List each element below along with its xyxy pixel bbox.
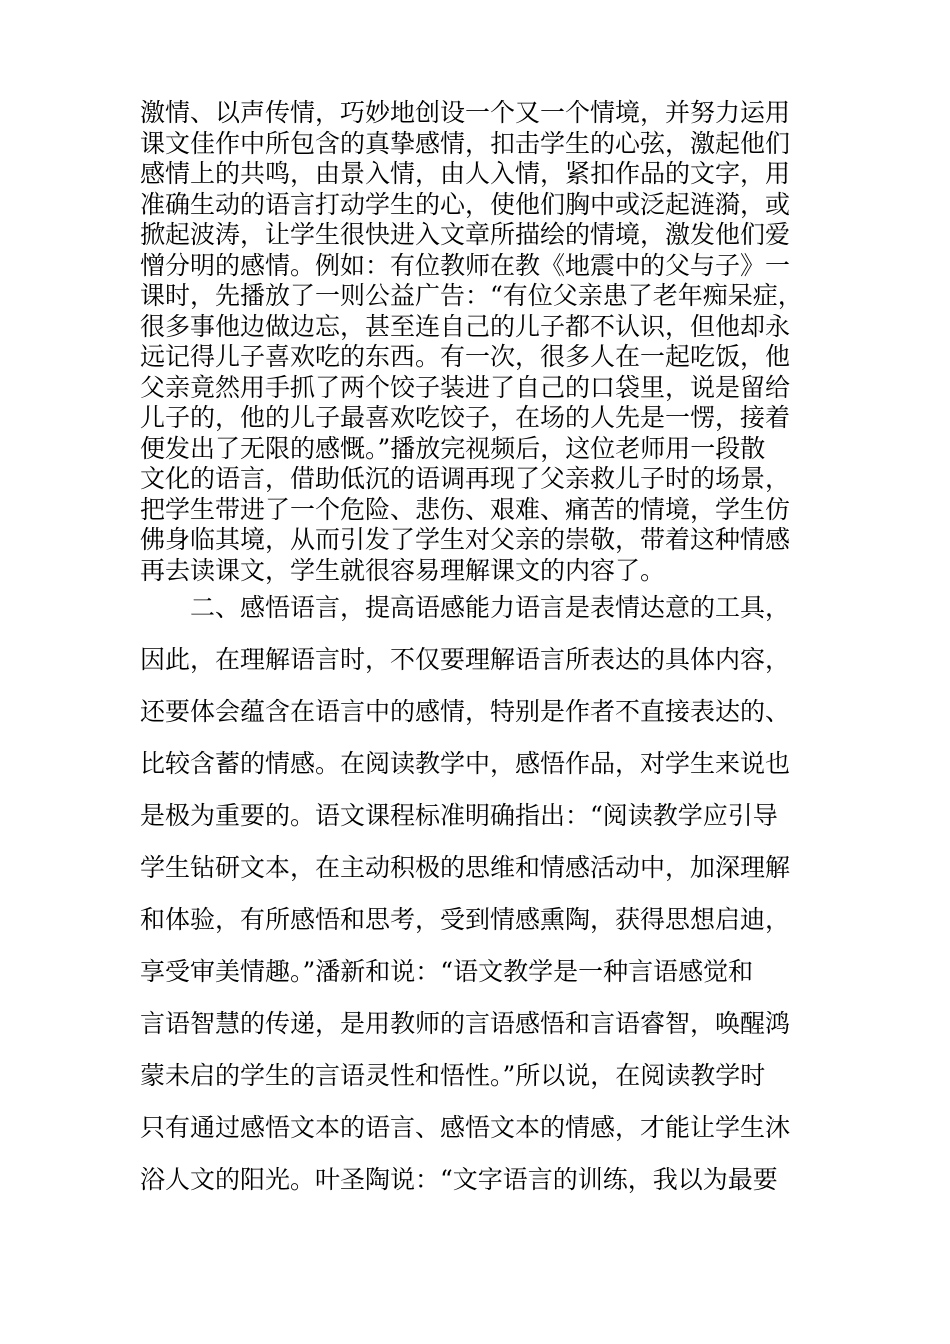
paragraph-1 [140,98,820,586]
text-line: 父亲竟然用手抓了两个饺子装进了自己的口袋里，说是留给 [140,372,791,402]
text-line: 便发出了无限的感慨。”播放完视频后，这位老师用一段散 [140,433,766,463]
text-line: 准确生动的语言打动学生的心，使他们胸中或泛起涟漪，或 [140,189,791,219]
text-line: 二、感悟语言，提高语感能力语言是表情达意的工具， [190,593,791,622]
text-line: 掀起波涛，让学生很快进入文章所描绘的情境，激发他们爱 [140,220,791,249]
text-line: 佛身临其境，从而引发了学生对父亲的崇敬，带着这种情感 [140,525,791,554]
text-line: 课时，先播放了一则公益广告：“有位父亲患了老年痴呆症， [140,281,803,310]
text-line: 很多事他边做边忘，甚至连自己的儿子都不认识，但他却永 [140,311,791,341]
text-line: 只有通过感悟文本的语言、感悟文本的情感，才能让学生沐 [140,1113,791,1142]
text-line: 憎分明的感情。例如：有位教师在教《地震中的父与子》一 [140,250,791,280]
text-line: 言语智慧的传递，是用教师的言语感悟和言语睿智，唤醒鸿 [140,1009,791,1038]
text-line: 还要体会蕴含在语言中的感情，特别是作者不直接表达的、 [140,697,791,726]
text-line: 再去读课文，学生就很容易理解课文的内容了。 [140,555,666,585]
text-line: 和体验，有所感悟和思考，受到情感熏陶，获得思想启迪， [140,905,791,934]
text-line: 是极为重要的。语文课程标准明确指出：“阅读教学应引导 [140,801,778,830]
text-line: 感情上的共鸣，由景入情，由人入情，紧扣作品的文字，用 [140,159,791,188]
text-line: 儿子的，他的儿子最喜欢吃饺子，在场的人先是一愣，接着 [140,403,791,432]
text-line: 享受审美情趣。”潘新和说：“语文教学是一种言语感觉和 [140,957,754,986]
text-line: 激情、以声传情，巧妙地创设一个又一个情境，并努力运用 [140,98,791,127]
text-line: 比较含蓄的情感。在阅读教学中，感悟作品，对学生来说也 [140,749,791,778]
text-line: 蒙未启的学生的言语灵性和悟性。”所以说，在阅读教学时 [140,1061,766,1090]
paragraph-2 [140,582,820,1206]
text-line: 因此，在理解语言时，不仅要理解语言所表达的具体内容， [140,645,791,674]
text-line: 文化的语言，借助低沉的语调再现了父亲救儿子时的场景， [140,464,791,493]
text-line: 浴人文的阳光。叶圣陶说：“文字语言的训练，我以为最要 [140,1165,778,1194]
text-line: 学生钻研文本，在主动积极的思维和情感活动中，加深理解 [140,853,791,882]
text-line: 远记得儿子喜欢吃的东西。有一次，很多人在一起吃饭，他 [140,342,791,371]
text-line: 把学生带进了一个危险、悲伤、艰难、痛苦的情境，学生仿 [140,494,791,524]
text-line: 课文佳作中所包含的真挚感情，扣击学生的心弦，激起他们 [140,128,791,158]
